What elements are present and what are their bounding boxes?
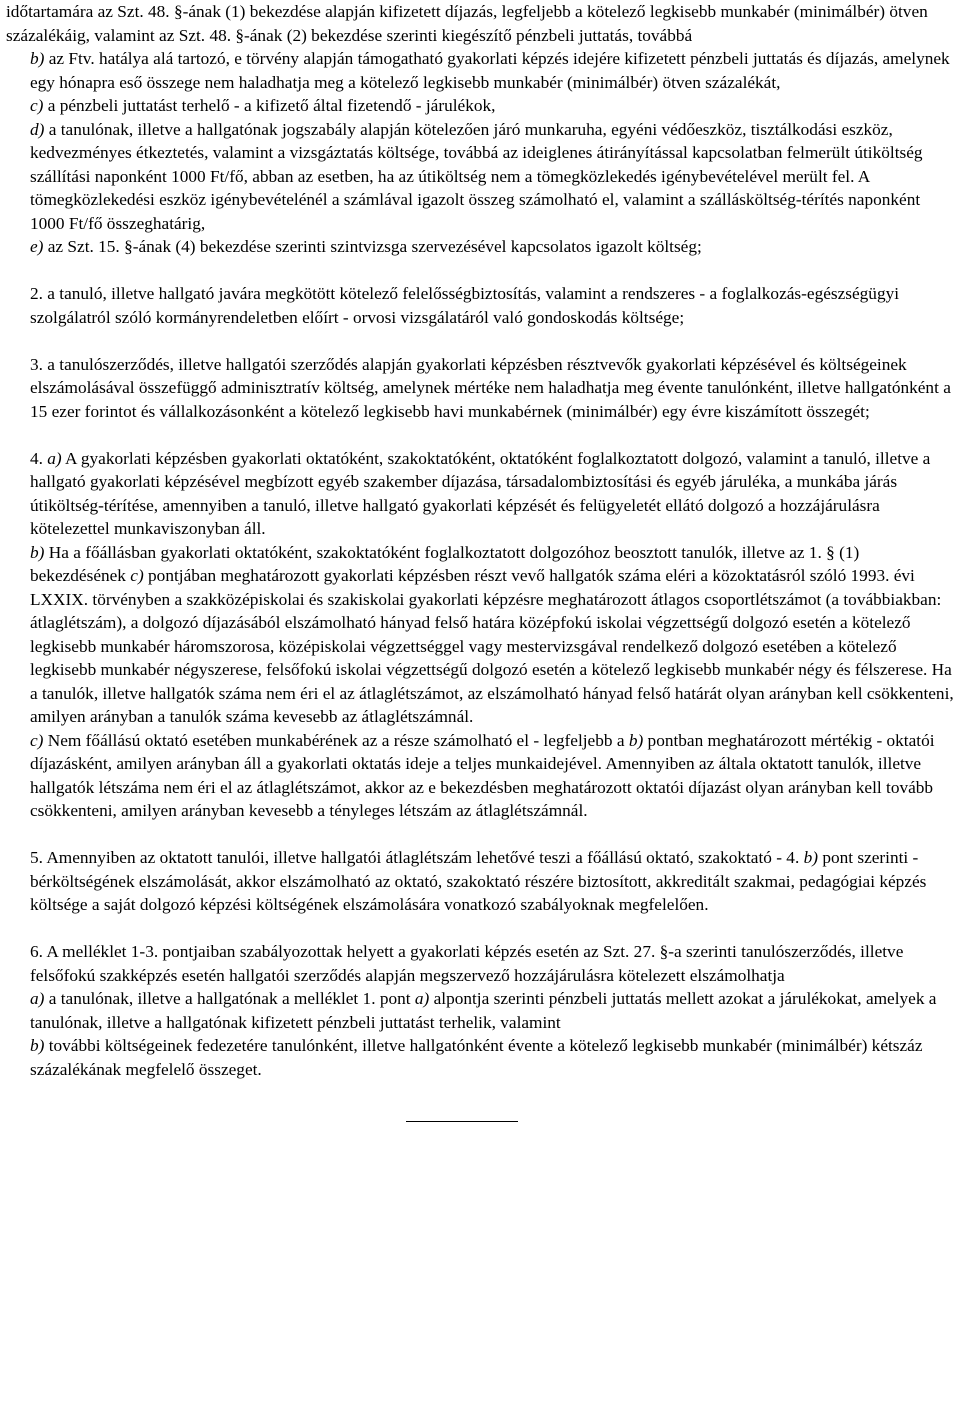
item-marker: a): [414, 989, 430, 1008]
paragraph-spacer: [6, 823, 956, 847]
paragraph-intro-d: [6, 118, 956, 236]
paragraph-text: pontjában meghatározott gyakorlati képzésben részt vevő hallgatók száma eléri a közoktatásról szóló 1993. évi LXXIX. törvényben a szakközépiskolai és szakiskolai gyakorlati képzésre meghatározott átlagos csoportlétszámot (a továbbiakban: átlaglétszám), a dolgozó díjazásából elszámolható hányad felső határa középfokú iskolai végzettségű dolgozó esetén a kötelező legkisebb munkabér háromszorosa, középiskolai végzettséggel vagy mestervizsgával rendelkező dolgozó esetében a kötelező legkisebb munkabér négyszerese, felsőfokú iskolai végzettségű dolgozó esetén a kötelező legkisebb munkabér négy és félszerese. Ha a tanulók, illetve hallgatók száma nem éri el az átlaglétszámot, az elszámolható hányad felső határát olyan arányban kell csökkenteni, amilyen arányban a tanulók száma kevesebb az átlaglétszámnál.: [30, 566, 954, 726]
paragraph-intro-e: [6, 235, 956, 259]
paragraph-intro-c: [6, 94, 956, 118]
paragraph-text: pont szerinti - bérköltségének elszámolását, akkor elszámolható az oktató, szakoktató részére biztosított, akkreditált szakmai, pedagógiai képzés költsége a saját dolgozó képzési költségének elszámolására vonatkozó szabályoknak megfelelően.: [30, 848, 927, 914]
paragraph-text: az Szt. 15. §-ának (4) bekezdése szerinti szintvizsga szervezésével kapcsolatos igazolt költség;: [43, 237, 702, 256]
paragraph-text: az Ftv. hatálya alá tartozó, e törvény alapján támogatható gyakorlati képzés idejére kifizetett pénzbeli juttatás és díjazás, amelynek egy hónapra eső összege nem haladhatja meg a kötelező legkisebb munkabér (minimálbér) ötven százalékát,: [30, 49, 950, 92]
paragraph-text: 3. a tanulószerződés, illetve hallgatói szerződés alapján gyakorlati képzésben résztvevők gyakorlati képzésével és költségeinek elszámolásával összefüggő adminisztratív költség, amelynek mértéke nem haladhatja meg évente tanulónként, illetve hallgatónként a 15 ezer forintot és vállalkozásonként a kötelező legkisebb havi munkabérnek (minimálbér) egy évre kiszámított összegét;: [30, 354, 951, 421]
paragraph-text: 6. A melléklet 1-3. pontjaiban szabályozottak helyett a gyakorlati képzés esetén az Szt. 27. §-a szerinti tanulószerződés, illetve felsőfokú szakképzés esetén hallgatói szerződés alapján megszervező hozzájárulásra kötelezett elszámolhatja: [30, 942, 904, 985]
item-marker: b): [628, 730, 644, 750]
paragraph-spacer: [6, 329, 956, 353]
paragraph-text: Nem főállású oktató esetében munkabérének az a része számolható el - legfeljebb a: [43, 730, 629, 750]
footnote-separator: [406, 1121, 518, 1122]
paragraph-intro-a-tail: [6, 0, 956, 47]
paragraph-spacer: [6, 423, 956, 447]
paragraph-text: alpontja szerinti pénzbeli juttatás mellett azokat a járulékokat, amelyek a tanulónak, illetve a hallgatónak kifizetett pénzbeli juttatást terhelik, valamint: [30, 989, 937, 1032]
paragraph-text: a pénzbeli juttatást terhelő - a kifizető által fizetendő - járulékok,: [43, 96, 496, 115]
item-marker: b): [30, 49, 45, 68]
paragraph-item-6a: [6, 987, 956, 1034]
paragraph-item-4c: [6, 729, 956, 823]
paragraph-text: Ha a főállásban gyakorlati oktatóként, szakoktatóként foglalkoztatott dolgozóhoz beosztott tanulók, illetve az 1. § (1) bekezdésének: [30, 542, 860, 585]
paragraph-text: a tanulónak, illetve a hallgatónak a melléklet 1. pont: [44, 989, 415, 1008]
paragraph-text: pontban meghatározott mértékig - oktatói díjazásként, amilyen arányban áll a gyakorlati oktatás ideje a teljes munkaidejével. Amennyiben az általa oktatott tanulók, illetve hallgatók létszáma nem éri el az átlaglétszámot, akkor az e bekezdésben meghatározott oktatói díjazást olyan arányban kell tovább csökkenteni, amilyen arányban kevesebb a tényleges létszám az átlaglétszámnál.: [30, 730, 935, 820]
item-marker: b): [30, 542, 45, 562]
item-marker: c): [30, 730, 44, 750]
item-marker: e): [30, 237, 44, 256]
paragraph-item-6: [6, 940, 956, 987]
item-marker: c): [30, 96, 44, 115]
paragraph-text: további költségeinek fedezetére tanulónként, illetve hallgatónként évente a kötelező legkisebb munkabér (minimálbér) kétszáz százalékának megfelelő összeget.: [30, 1036, 923, 1079]
paragraph-text: 5. Amennyiben az oktatott tanulói, illetve hallgatói átlaglétszám lehetővé teszi a főállású oktató, szakoktató - 4.: [30, 848, 804, 867]
item-marker: a): [30, 989, 45, 1008]
paragraph-spacer: [6, 917, 956, 941]
paragraph-item-6b: [6, 1034, 956, 1081]
paragraph-text: 4.: [30, 448, 48, 468]
paragraph-text: a tanulónak, illetve a hallgatónak jogszabály alapján kötelezően járó munkaruha, egyéni védőeszköz, tisztálkodási eszköz, kedvezményes étkeztetés, valamint a vizsgáztatás költsége, továbbá az ideiglenes átirányítással kapcsolatban felmerült útiköltség szállítási naponként 1000 Ft/fő, abban az esetben, ha az útiköltség nem a tömegközlekedés igénybevételével merült fel. A tömegközlekedési eszköz igénybevételénél a számlával igazolt összeg számolható el, valamint a szállásköltség-térítés naponként 1000 Ft/fő összeghatárig,: [30, 119, 923, 233]
item-marker: b): [30, 1036, 45, 1055]
document-body: [6, 0, 956, 1081]
paragraph-text: időtartamára az Szt. 48. §-ának (1) bekezdése alapján kifizetett díjazás, legfeljebb a kötelező legkisebb munkabér (minimálbér) ötven százalékáig, valamint az Szt. 48. §-ának (2) bekezdése szerinti kiegészítő pénzbeli juttatás, továbbá: [6, 2, 928, 45]
paragraph-item-4a: [6, 447, 956, 541]
item-marker: a): [47, 448, 62, 468]
paragraph-intro-b: [6, 47, 956, 94]
paragraph-item-3: [6, 353, 956, 424]
paragraph-item-2: [6, 282, 956, 329]
item-marker: d): [30, 119, 45, 139]
paragraph-spacer: [6, 259, 956, 283]
paragraph-text: 2. a tanuló, illetve hallgató javára megkötött kötelező felelősségbiztosítás, valamint a rendszeres - a foglalkozás-egészségügyi szolgálatról szóló kormányrendeletben előírt - orvosi vizsgálatáról való gondoskodás költsége;: [30, 284, 900, 327]
item-marker: c): [130, 566, 144, 585]
paragraph-item-4b: [6, 541, 956, 729]
paragraph-item-5: [6, 846, 956, 917]
item-marker: b): [803, 848, 818, 867]
paragraph-text: A gyakorlati képzésben gyakorlati oktatóként, szakoktatóként, oktatóként foglalkoztatott dolgozó, valamint a tanuló, illetve a hallgató gyakorlati képzésével megbízott egyéb szakember díjazása, társadalombiztosítási és egyéb járuléka, a munkába járás útiköltség-térítése, amennyiben a tanuló, illetve hallgató gyakorlati képzését és felügyeletét ellátó dolgozó a hozzájárulásra kötelezettel munkaviszonyban áll.: [30, 448, 931, 538]
